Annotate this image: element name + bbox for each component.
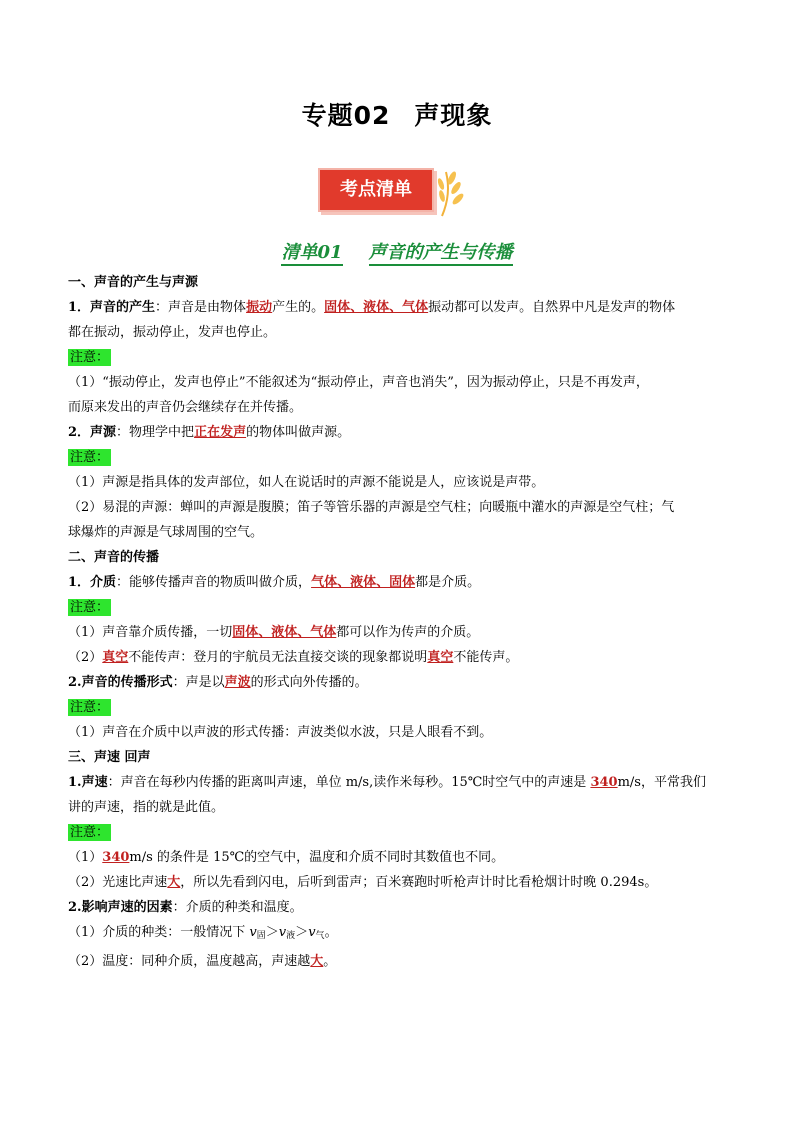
banner-label: 考点清单 (340, 179, 412, 200)
note-1-line-2: 而原来发出的声音仍会继续存在并传播。 (68, 400, 303, 415)
note-3-line-1: （2）易混的声源：蝉叫的声源是腹膜；笛子等管乐器的声源是空气柱；向暖瓶中灌水的声源是空气柱；气 (68, 500, 675, 515)
text-run: 不能传声：登月的宇航员无法直接交谈的现象都说明 (128, 650, 428, 665)
text-run: （2）温度：同种介质，温度越高，声速越 (68, 954, 311, 969)
note-label (68, 820, 728, 845)
text-run: m/s 的条件是 15℃的空气中，温度和介质不同时其数值也不同。 (129, 850, 505, 865)
text-run: 二、声音的传播 (68, 550, 160, 565)
page-title: 专题02 声现象 (301, 101, 493, 130)
text-run: 一、声音的产生与声源 (68, 275, 199, 290)
text-run: （1）介质的种类：一般情况下 (68, 925, 250, 940)
text-run: ：物理学中把 (116, 425, 195, 440)
key-term: 真空 (427, 650, 454, 665)
heading-speed (68, 745, 728, 770)
note-label (68, 345, 728, 370)
key-term: 正在发声 (194, 425, 247, 440)
note-1-line-1: （1）“振动停止，发声也停止”不能叙述为“振动停止，声音也消失”，因为振动停止，只是不再发声， (68, 375, 649, 390)
text-run: 注意： (70, 450, 110, 465)
text-run: 产生的。 (272, 300, 325, 315)
para-sound-production-cont: 都在振动，振动停止，发声也停止。 (68, 325, 277, 340)
text-run: 。 (324, 925, 338, 940)
note-label (68, 695, 728, 720)
text-run: ：声是以 (172, 675, 225, 690)
key-term: 振动 (246, 300, 273, 315)
key-term: 气体、液体、固体 (311, 575, 416, 590)
section-heading: 清单01 声音的产生与传播 (0, 238, 794, 264)
para-speed (68, 770, 728, 795)
key-term: 大 (167, 875, 181, 890)
para-speed-cont: 讲的声速，指的就是此值。 (68, 800, 225, 815)
key-term: 340 (102, 850, 130, 865)
text-run: 都可以作为传声的介质。 (336, 625, 480, 640)
note-2: （1）声源是指具体的发声部位，如人在说话时的声源不能说是人，应该说是声带。 (68, 475, 545, 490)
key-term: 340 (590, 775, 618, 790)
text-run: 。 (323, 954, 337, 969)
note-label (68, 445, 728, 470)
text-run: 固 (256, 931, 266, 941)
text-run: v (308, 925, 316, 940)
text-run: 1．介质 (68, 575, 117, 590)
note-3-line-2: 球爆炸的声源是气球周围的空气。 (68, 525, 264, 540)
text-run: v (249, 925, 257, 940)
text-run: 2．声源 (68, 425, 117, 440)
text-run: 的形式向外传播的。 (250, 675, 368, 690)
text-run: （1）声音靠介质传播，一切 (68, 625, 233, 640)
heading-production (68, 270, 728, 295)
note-7 (68, 845, 728, 870)
key-term: 大 (310, 954, 324, 969)
text-run: ：声音是由物体 (155, 300, 247, 315)
note-9 (68, 920, 728, 949)
heading-propagation (68, 545, 728, 570)
text-run: 注意： (70, 600, 110, 615)
text-run: （1） (68, 850, 103, 865)
text-run: 振动都可以发声。自然界中凡是发声的物体 (428, 300, 676, 315)
text-run: 2.影响声速的因素 (68, 900, 173, 915)
text-run: 不能传声。 (453, 650, 519, 665)
text-run: 1.声速 (68, 775, 108, 790)
key-term: 固体、液体、气体 (232, 625, 337, 640)
note-8 (68, 870, 728, 895)
key-term: 真空 (102, 650, 129, 665)
text-run: m/s，平常我们 (617, 775, 706, 790)
text-run: 的物体叫做声源。 (246, 425, 351, 440)
text-run: 1．声音的产生 (68, 300, 156, 315)
text-run: 液 (286, 931, 296, 941)
text-run: ＞ (265, 925, 279, 940)
para-medium (68, 570, 728, 595)
note-6: （1）声音在介质中以声波的形式传播：声波类似水波，只是人眼看不到。 (68, 725, 493, 740)
text-run: ：声音在每秒内传播的距离叫声速，单位 m/s,读作米每秒。15℃时空气中的声速是 (107, 775, 591, 790)
text-run: 都是介质。 (415, 575, 481, 590)
text-run: （2） (68, 650, 103, 665)
text-run: ＞ (295, 925, 309, 940)
text-run: 三、声速 回声 (68, 750, 151, 765)
text-run: 注意： (70, 825, 110, 840)
para-sound-production (68, 295, 728, 320)
text-run: 注意： (70, 700, 110, 715)
para-propagation-form (68, 670, 728, 695)
note-label (68, 595, 728, 620)
note-5 (68, 645, 728, 670)
text-run: v (278, 925, 287, 940)
text-run: （2）光速比声速 (68, 875, 168, 890)
text-run: 注意： (70, 350, 110, 365)
text-run: ：能够传播声音的物质叫做介质， (116, 575, 312, 590)
note-10 (68, 949, 728, 974)
para-speed-factors (68, 895, 728, 920)
key-points-banner (318, 168, 468, 218)
key-term: 固体、液体、气体 (324, 300, 429, 315)
para-sound-source (68, 420, 728, 445)
text-run: 2.声音的传播形式 (68, 675, 173, 690)
wheat-ear-icon (436, 168, 468, 218)
text-run: ：介质的种类和温度。 (172, 900, 303, 915)
text-run: 气 (315, 931, 325, 941)
text-run: ，所以先看到闪电，后听到雷声；百米赛跑时听枪声计时比看枪烟计时晚 0.294s。 (180, 875, 658, 890)
key-term: 声波 (224, 675, 251, 690)
note-4 (68, 620, 728, 645)
content-body (68, 270, 728, 974)
